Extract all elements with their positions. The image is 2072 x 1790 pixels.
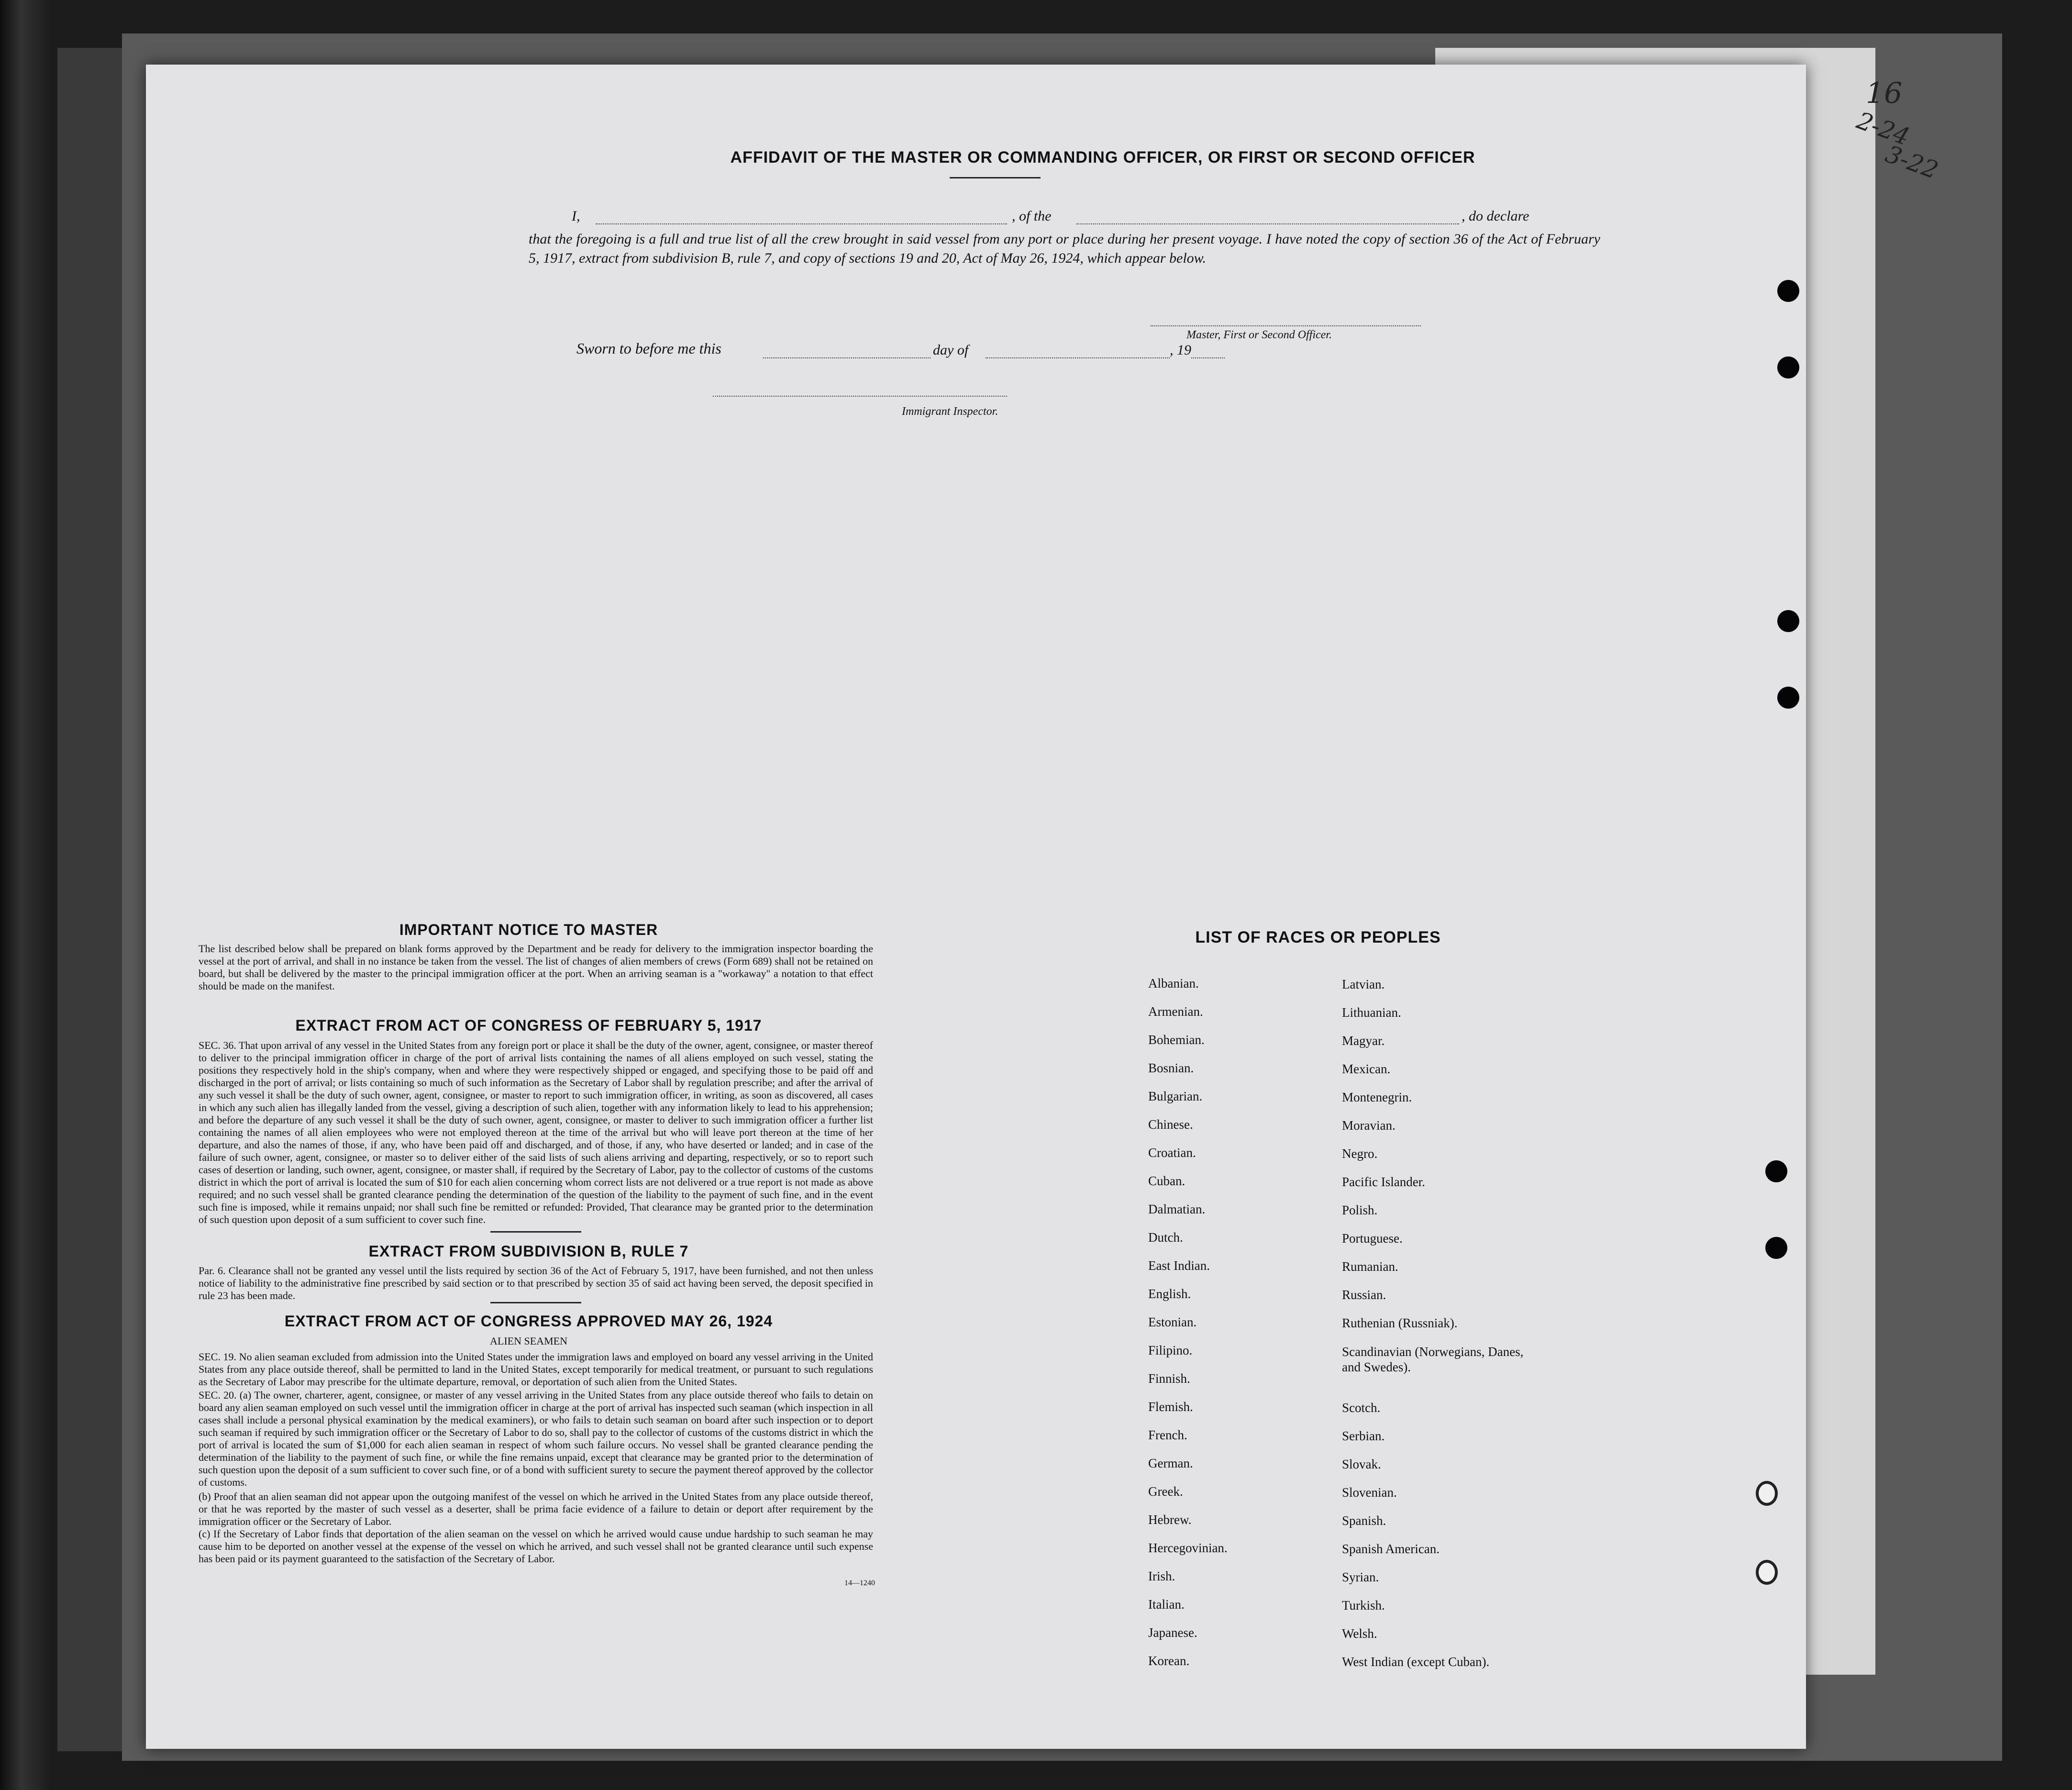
declaration-line (572, 208, 1619, 227)
extract-1924-title: EXTRACT FROM ACT OF CONGRESS APPROVED MAY 26, 1924 (284, 1312, 773, 1330)
margin-note-date-1: 2-24 (1853, 106, 1913, 151)
race-item: Dalmatian. (1148, 1202, 1206, 1216)
race-item: Slovak. (1342, 1457, 1381, 1471)
declaration-i: I, (572, 208, 580, 224)
race-item: Filipino. (1148, 1343, 1193, 1357)
extract-1924-sec20b: (b) Proof that an alien seaman did not appear upon the outgoing manifest of the vessel on which he arrived in the United States from any place outside thereof, or that he was reported by the master of such vessel as a deserter, shall be prima facie evidence of a failure to detain or deport after requirement by the immigration officer or the Secretary of Labor. (199, 1490, 873, 1527)
notice-text: The list described below shall be prepared on blank forms approved by the Department and be ready for delivery to the immigration inspector boarding the vessel at the port of arrival, and shall in no instance be taken from the vessel. The list of changes of alien members of crews (Form 689) shall not be retained on board, but shall be delivered by the master to the principal immigration officer at the port. When an arriving seaman is a "workaway" a notation to that effect should be made on the manifest. (199, 943, 873, 992)
race-item: Spanish American. (1342, 1542, 1440, 1556)
race-item: Croatian. (1148, 1145, 1196, 1160)
extract-1917-title: EXTRACT FROM ACT OF CONGRESS OF FEBRUARY 5, 1917 (295, 1017, 762, 1034)
race-item: Scandinavian (Norwegians, Danes, and Swedes). (1342, 1345, 1524, 1374)
section-rule (490, 1231, 581, 1233)
race-item: French. (1148, 1428, 1187, 1442)
race-item: Bulgarian. (1148, 1089, 1203, 1103)
race-item: Hercegovinian. (1148, 1541, 1228, 1555)
punch-hole (1777, 610, 1799, 632)
race-item: Spanish. (1342, 1513, 1386, 1528)
punch-hole (1777, 280, 1799, 302)
race-item: Chinese. (1148, 1117, 1193, 1132)
race-item: Slovenian. (1342, 1485, 1397, 1500)
binder-strip (57, 48, 127, 1751)
year-blank (1191, 357, 1225, 358)
race-item: Japanese. (1148, 1625, 1197, 1640)
race-item: East Indian. (1148, 1258, 1210, 1273)
race-item: Syrian. (1342, 1570, 1379, 1584)
year-text: , 19 (1170, 342, 1191, 358)
race-item: Ruthenian (Russniak). (1342, 1316, 1458, 1330)
extract-1924-sec19: SEC. 19. No alien seaman excluded from admission into the United States under the immigration laws and employed on board any vessel arriving in the United States from any place outside thereof, shall be permitted to land in the United States, except temporarily for medical treatment, or pursuant to such regulations as the Secretary of Labor may prescribe for the ultimate departure, removal, or deportation of such alien from the United States. (199, 1351, 873, 1388)
month-blank (986, 357, 1170, 358)
extract-1924-sec20a: SEC. 20. (a) The owner, charterer, agent, consignee, or master of any vessel arriving in the United States from any place outside thereof who fails to detain on board any alien seaman employed on such vessel until the immigration officer in charge at the port of arrival has inspected such seaman (which inspection in all cases shall include a personal physical examination by the medical examiners), or who fails to detain such seaman on board after such inspection or to deport such seaman if required by such immigration officer or the Secretary of Labor to do so, shall pay to the collector of customs of the customs district in which the port of arrival is located the sum of $1,000 for each alien seaman in respect of whom such failure occurs. No vessel shall be granted clearance pending the determination of the liability to the payment of such fine, or while the fine remains unpaid, except that clearance may be granted prior to the determination of such question upon the deposit of a sum sufficient to cover such fine, or of a bond with sufficient surety to secure the payment thereof approved by the collector of customs. (199, 1389, 873, 1488)
title-rule (950, 177, 1041, 178)
sworn-text: Sworn to before me this (576, 340, 721, 357)
races-list-left (1148, 976, 1228, 1682)
race-item: Russian. (1342, 1288, 1386, 1302)
punch-hole (1777, 687, 1799, 709)
race-item: Bohemian. (1148, 1033, 1205, 1047)
affidavit-title: AFFIDAVIT OF THE MASTER OR COMMANDING OFFICER, OR FIRST OR SECOND OFFICER (730, 148, 1475, 167)
race-item: Portuguese. (1342, 1231, 1403, 1245)
form-number: 14—1240 (844, 1579, 875, 1587)
declaration-end: , do declare (1462, 208, 1529, 224)
race-item: German. (1148, 1456, 1193, 1470)
race-item: West Indian (except Cuban). (1342, 1655, 1490, 1669)
race-item: Pacific Islander. (1342, 1175, 1425, 1189)
races-list-right (1342, 977, 1543, 1683)
race-item: Dutch. (1148, 1230, 1183, 1245)
inspector-blank (713, 396, 1007, 397)
race-item: Korean. (1148, 1654, 1190, 1668)
extract-1924-sec20c: (c) If the Secretary of Labor finds that deportation of the alien seaman on the vessel on which he arrived would cause undue hardship to such seaman he may cause him to be deported on another vessel at the expense of the vessel on which he arrived, and such vessel shall not be granted clearance until such expense has been paid or its payment guaranteed to the satisfaction of the Secretary of Labor. (199, 1528, 873, 1565)
name-blank (596, 223, 1007, 224)
section-rule (490, 1302, 581, 1303)
race-item: Hebrew. (1148, 1512, 1192, 1527)
notice-title: IMPORTANT NOTICE TO MASTER (399, 921, 658, 938)
vessel-blank (1076, 223, 1459, 224)
race-item: Polish. (1342, 1203, 1378, 1217)
race-item: Estonian. (1148, 1315, 1197, 1329)
day-blank (763, 357, 931, 358)
declaration-of: , of the (1012, 208, 1052, 224)
race-item: Cuban. (1148, 1174, 1186, 1188)
race-item: English. (1148, 1287, 1191, 1301)
extract-1924-subtitle: ALIEN SEAMEN (490, 1335, 567, 1347)
race-item: Scotch. (1342, 1401, 1381, 1415)
race-item: Armenian. (1148, 1004, 1203, 1019)
race-item: Rumanian. (1342, 1259, 1398, 1274)
race-item: Italian. (1148, 1597, 1185, 1612)
race-item: Latvian. (1342, 977, 1385, 991)
signature-blank (1151, 325, 1421, 326)
punch-hole-reinforced (1756, 1560, 1778, 1585)
margin-note-number: 16 (1866, 77, 1903, 110)
punch-hole-reinforced (1756, 1481, 1778, 1506)
race-item: Montenegrin. (1342, 1090, 1412, 1104)
race-item: Lithuanian. (1342, 1005, 1401, 1020)
manifest-page (146, 65, 1806, 1749)
race-item: Turkish. (1342, 1598, 1385, 1612)
race-item: Bosnian. (1148, 1061, 1194, 1075)
race-item: Serbian. (1342, 1429, 1385, 1443)
punch-hole (1777, 356, 1799, 378)
signer-label: Master, First or Second Officer. (1186, 329, 1332, 341)
inspector-label: Immigrant Inspector. (902, 405, 998, 418)
race-item: Magyar. (1342, 1034, 1385, 1048)
race-item: Welsh. (1342, 1626, 1377, 1641)
punch-hole (1765, 1237, 1787, 1259)
race-item: Greek. (1148, 1484, 1183, 1499)
race-item: Albanian. (1148, 976, 1199, 990)
rule7-text: Par. 6. Clearance shall not be granted any vessel until the lists required by section 36 of the Act of February 5, 1917, have been furnished, and not then unless notice of liability to the administrative fine prescribed by said section or to that prescribed by section 35 of said act having been served, the deposit specified in rule 23 has been made. (199, 1265, 873, 1301)
extract-1917-text: SEC. 36. That upon arrival of any vessel in the United States from any foreign port or place it shall be the duty of the owner, agent, consignee, or master thereof to deliver to the principal immigration officer in charge of the port of arrival lists containing the names of all aliens employed on such vessel, stating the positions they respectively hold in the ship's company, when and where they were respectively shipped or engaged, and specifying those to be paid off and discharged in the port of arrival; or lists containing so much of such information as the Secretary of Labor shall by regulation prescribe; and after the arrival of any such vessel it shall be the duty of such owner, agent, consignee, or master to report to such immigration officer, in writing, as soon as discovered, all cases in which any such alien has illegally landed from the vessel, giving a description of such alien, together with any information likely to lead to his apprehension; and before the departure of any such vessel it shall be the duty of such owner, agent, consignee, or master to deliver to such immigration officer a further list containing the names of all alien employees who were not employed thereon at the time of the arrival but who will leave port thereon at the time of her departure, and also the names of those, if any, who have been paid off and discharged, and of those, if any, who have deserted or landed; and in case of the failure of such owner, agent, consignee, or master so to deliver either of the said lists of such aliens arriving and departing, respectively, or so to report such cases of desertion or landing, such owner, agent, consignee, or master shall, if required by the Secretary of Labor, pay to the collector of customs of the customs district in which the port of arrival is located the sum of $10 for each alien concerning whom correct lists are not delivered or a true report is not made as above required; and no such vessel shall be granted clearance pending the determination of the question of the liability to the payment of such fine, and in the event such fine is imposed, while it remains unpaid; nor shall such fine be remitted or refunded: Provided, That clearance may be granted prior to the determination of such question upon deposit of a sum sufficient to cover such fine. (199, 1039, 873, 1225)
punch-hole (1765, 1160, 1787, 1182)
rule7-title: EXTRACT FROM SUBDIVISION B, RULE 7 (368, 1243, 689, 1260)
race-item: Flemish. (1148, 1400, 1193, 1414)
margin-note-date-2: 3-22 (1882, 140, 1942, 185)
race-item: Mexican. (1342, 1062, 1391, 1076)
race-item: Irish. (1148, 1569, 1175, 1583)
affidavit-body: that the foregoing is a full and true list of all the crew brought in said vessel from any port or place during her present voyage. I have noted the copy of section 36 of the Act of February 5, 1917, extract from subdivision B, rule 7, and copy of sections 19 and 20, Act of May 26, 1924, which appear below. (529, 231, 1600, 266)
race-item: Moravian. (1342, 1118, 1396, 1133)
race-item: Negro. (1342, 1146, 1378, 1161)
binder-edge (0, 0, 53, 1790)
race-item: Finnish. (1148, 1371, 1190, 1386)
races-title: LIST OF RACES OR PEOPLES (1195, 928, 1441, 946)
day-of-text: day of (933, 342, 969, 358)
